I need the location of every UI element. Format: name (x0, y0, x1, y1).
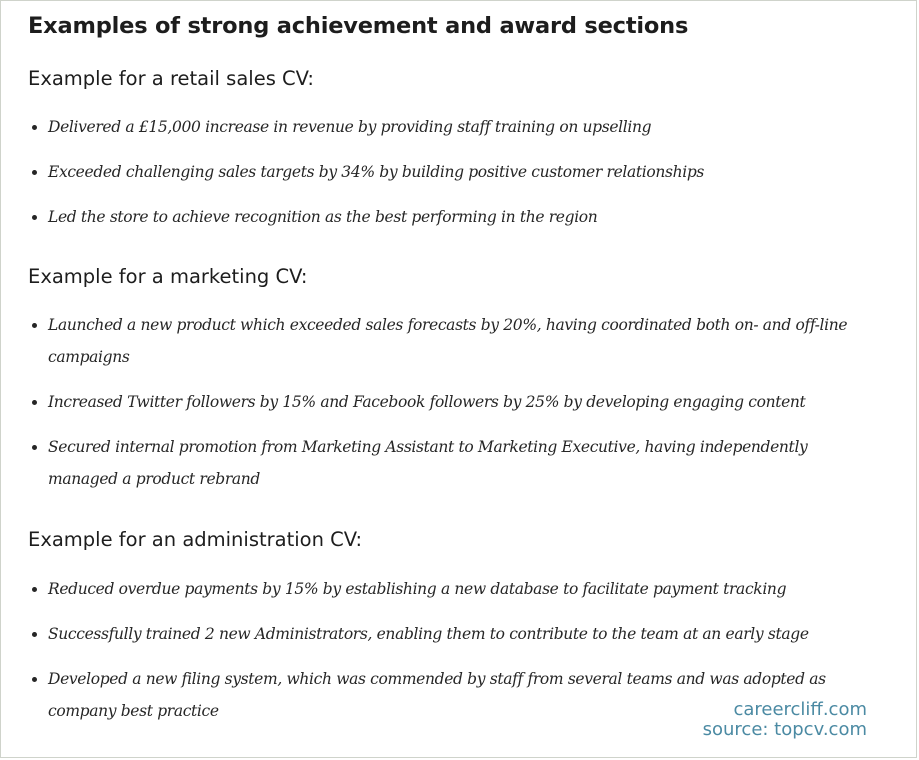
retail-achievements-list (28, 111, 878, 246)
marketing-achievements-list (28, 309, 878, 508)
list-item (28, 573, 878, 605)
list-item-text: Increased Twitter followers by 15% and Facebook followers by 25% by developing engaging content (48, 393, 806, 411)
bullet-icon (32, 125, 37, 130)
list-item (28, 111, 878, 143)
list-item-text: Exceeded challenging sales targets by 34% by building positive customer relationships (48, 163, 705, 181)
page-title: Examples of strong achievement and award sections (28, 13, 689, 39)
bullet-icon (32, 215, 37, 220)
bullet-icon (32, 323, 37, 328)
list-item-text: Reduced overdue payments by 15% by establishing a new database to facilitate payment tracking (48, 580, 787, 598)
list-item (28, 201, 878, 233)
list-item-text: Launched a new product which exceeded sales forecasts by 20%, having coordinated both on- and off-line campaigns (48, 316, 848, 366)
watermark-site: careercliff.com (733, 699, 867, 720)
list-item (28, 618, 878, 650)
bullet-icon (32, 445, 37, 450)
bullet-icon (32, 677, 37, 682)
section-heading-marketing: Example for a marketing CV: (28, 265, 308, 288)
section-heading-retail: Example for a retail sales CV: (28, 67, 314, 90)
bullet-icon (32, 587, 37, 592)
list-item-text: Led the store to achieve recognition as the best performing in the region (48, 208, 598, 226)
bullet-icon (32, 170, 37, 175)
list-item (28, 156, 878, 188)
list-item-text: Successfully trained 2 new Administrators, enabling them to contribute to the team at an early stage (48, 625, 809, 643)
watermark (703, 700, 867, 740)
bullet-icon (32, 632, 37, 637)
list-item-text: Delivered a £15,000 increase in revenue by providing staff training on upselling (48, 118, 652, 136)
list-item (28, 309, 878, 373)
list-item-text: Secured internal promotion from Marketing Assistant to Marketing Executive, having independently managed a product rebrand (48, 438, 808, 488)
list-item-text: Developed a new filing system, which was commended by staff from several teams and was adopted as company best practice (48, 670, 826, 720)
section-heading-administration: Example for an administration CV: (28, 528, 363, 551)
list-item (28, 431, 878, 495)
watermark-source: source: topcv.com (702, 719, 867, 740)
list-item (28, 386, 878, 418)
bullet-icon (32, 400, 37, 405)
